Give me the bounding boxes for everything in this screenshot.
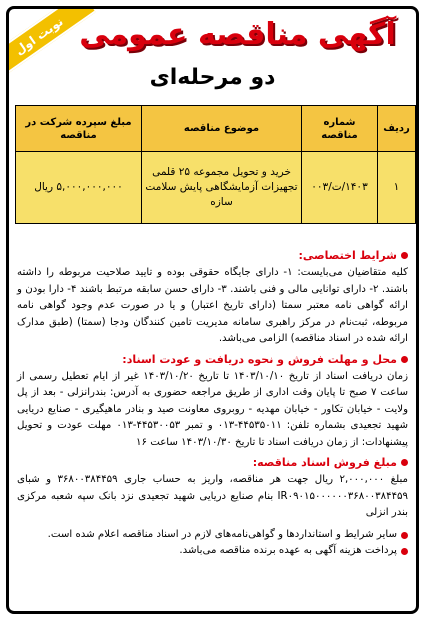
bullet-icon xyxy=(401,356,408,363)
place-text: زمان دریافت اسناد از تاریخ ۱۴۰۳/۱۰/۱۰ تا تاریخ ۱۴۰۳/۱۰/۲۰ غیر از ایام تعطیل رسمی از ساعت ۷ صبح تا پایان وقت اداری از طریق مراجعه حضوری به آدرس: بندرانزلی - بعد از پل ولایت - خیابان تکاور - خیابان مهدیه - روبروی معاونت صید و بنادر ماهیگیری - صنایع دریایی شهید تجعیدی بشماره تلفن: ۴۴۵۳۵۰۱۱-۰۱۳ و تمبر ۴۴۵۳۰۰۵۳-۰۱۳ مهلت عودت و تحویل پیشنهادات: از زمان دریافت اسناد تا تاریخ ۱۴۰۳/۱۰/۳۰ ساعت ۱۶ xyxy=(17,370,408,448)
cell-deposit-amount: ۵,۰۰۰,۰۰۰,۰۰۰ ریال xyxy=(16,152,142,224)
note-item xyxy=(17,527,408,543)
header-tender-number: شماره مناقصه xyxy=(302,106,378,152)
table-row xyxy=(16,152,416,224)
cell-tender-subject: خرید و تحویل مجموعه ۲۵ قلمی تجهیزات آزمایشگاهی پایش سلامت سازه xyxy=(142,152,302,224)
notice-title: آگهی مناقصه عمومی xyxy=(79,17,396,52)
cell-row-number: ۱ xyxy=(378,152,416,224)
bullet-icon xyxy=(401,548,408,555)
price-heading xyxy=(17,456,408,469)
bullet-icon xyxy=(401,252,408,259)
note-text: پرداخت هزینه آگهی به عهده برنده مناقصه می‌باشد. xyxy=(179,544,397,556)
note-text: سایر شرایط و استانداردها و گواهی‌نامه‌های لازم در اسناد مناقصه اعلام شده است. xyxy=(47,528,397,540)
notice-subtitle: دو مرحله‌ای xyxy=(149,65,276,90)
bullet-icon xyxy=(401,459,408,466)
note-item xyxy=(17,543,408,559)
tender-table xyxy=(15,105,416,224)
bullet-icon xyxy=(401,532,408,539)
round-badge: نوبت اول xyxy=(6,6,96,81)
tender-notice xyxy=(6,6,419,614)
header-deposit-amount: مبلغ سپرده شرکت در مناقصه xyxy=(16,106,142,152)
conditions-heading xyxy=(17,249,408,262)
price-text: مبلغ ۲,۰۰۰,۰۰۰ ریال جهت هر مناقصه، واریز به حساب جاری ۳۶۸۰۰۳۸۴۴۵۹ و شبای IR۰۹۰۱۵۰۰۰۰۰۰۳۶۸۰۰۳۸۴۴۵۹ بنام صنایع دریایی شهید تجعیدی نزد بانک سپه شعبه مرکزی بندر انزلی xyxy=(17,474,408,518)
place-heading xyxy=(17,353,408,366)
table-header-row xyxy=(16,106,416,152)
notice-body xyxy=(17,249,408,559)
header-tender-subject: موضوع مناقصه xyxy=(142,106,302,152)
price-title: مبلغ فروش اسناد مناقصه: xyxy=(252,456,397,469)
conditions-title: شرایط اختصاصی: xyxy=(298,249,397,262)
cell-tender-number: ۱۴۰۳/ت/۰۰۳ xyxy=(302,152,378,224)
conditions-text: کلیه متقاضیان می‌بایست: ۱- دارای جایگاه حقوقی بوده و تایید صلاحیت مربوطه را داشته باشند. ۲- دارای توانایی مالی و فنی باشند. ۳- دارای حسن سابقه مرتبط باشند ۴- دارا بودن و ارائه گواهی نامه معتبر سمتا (دارای تاریخ اعتبار) و یا در صورت عدم وجود گواهی نامه مربوطه، ثبت‌نام در مرکز راهبری سامانه مدیریت تامین کنندگان ودجا (سمتا) (طبق مدارک ارائه شده در اسناد مناقصه) الزامی می‌باشد. xyxy=(17,267,409,344)
place-title: محل و مهلت فروش و نحوه دریافت و عودت اسناد: xyxy=(122,352,397,366)
header-row-number: ردیف xyxy=(378,106,416,152)
